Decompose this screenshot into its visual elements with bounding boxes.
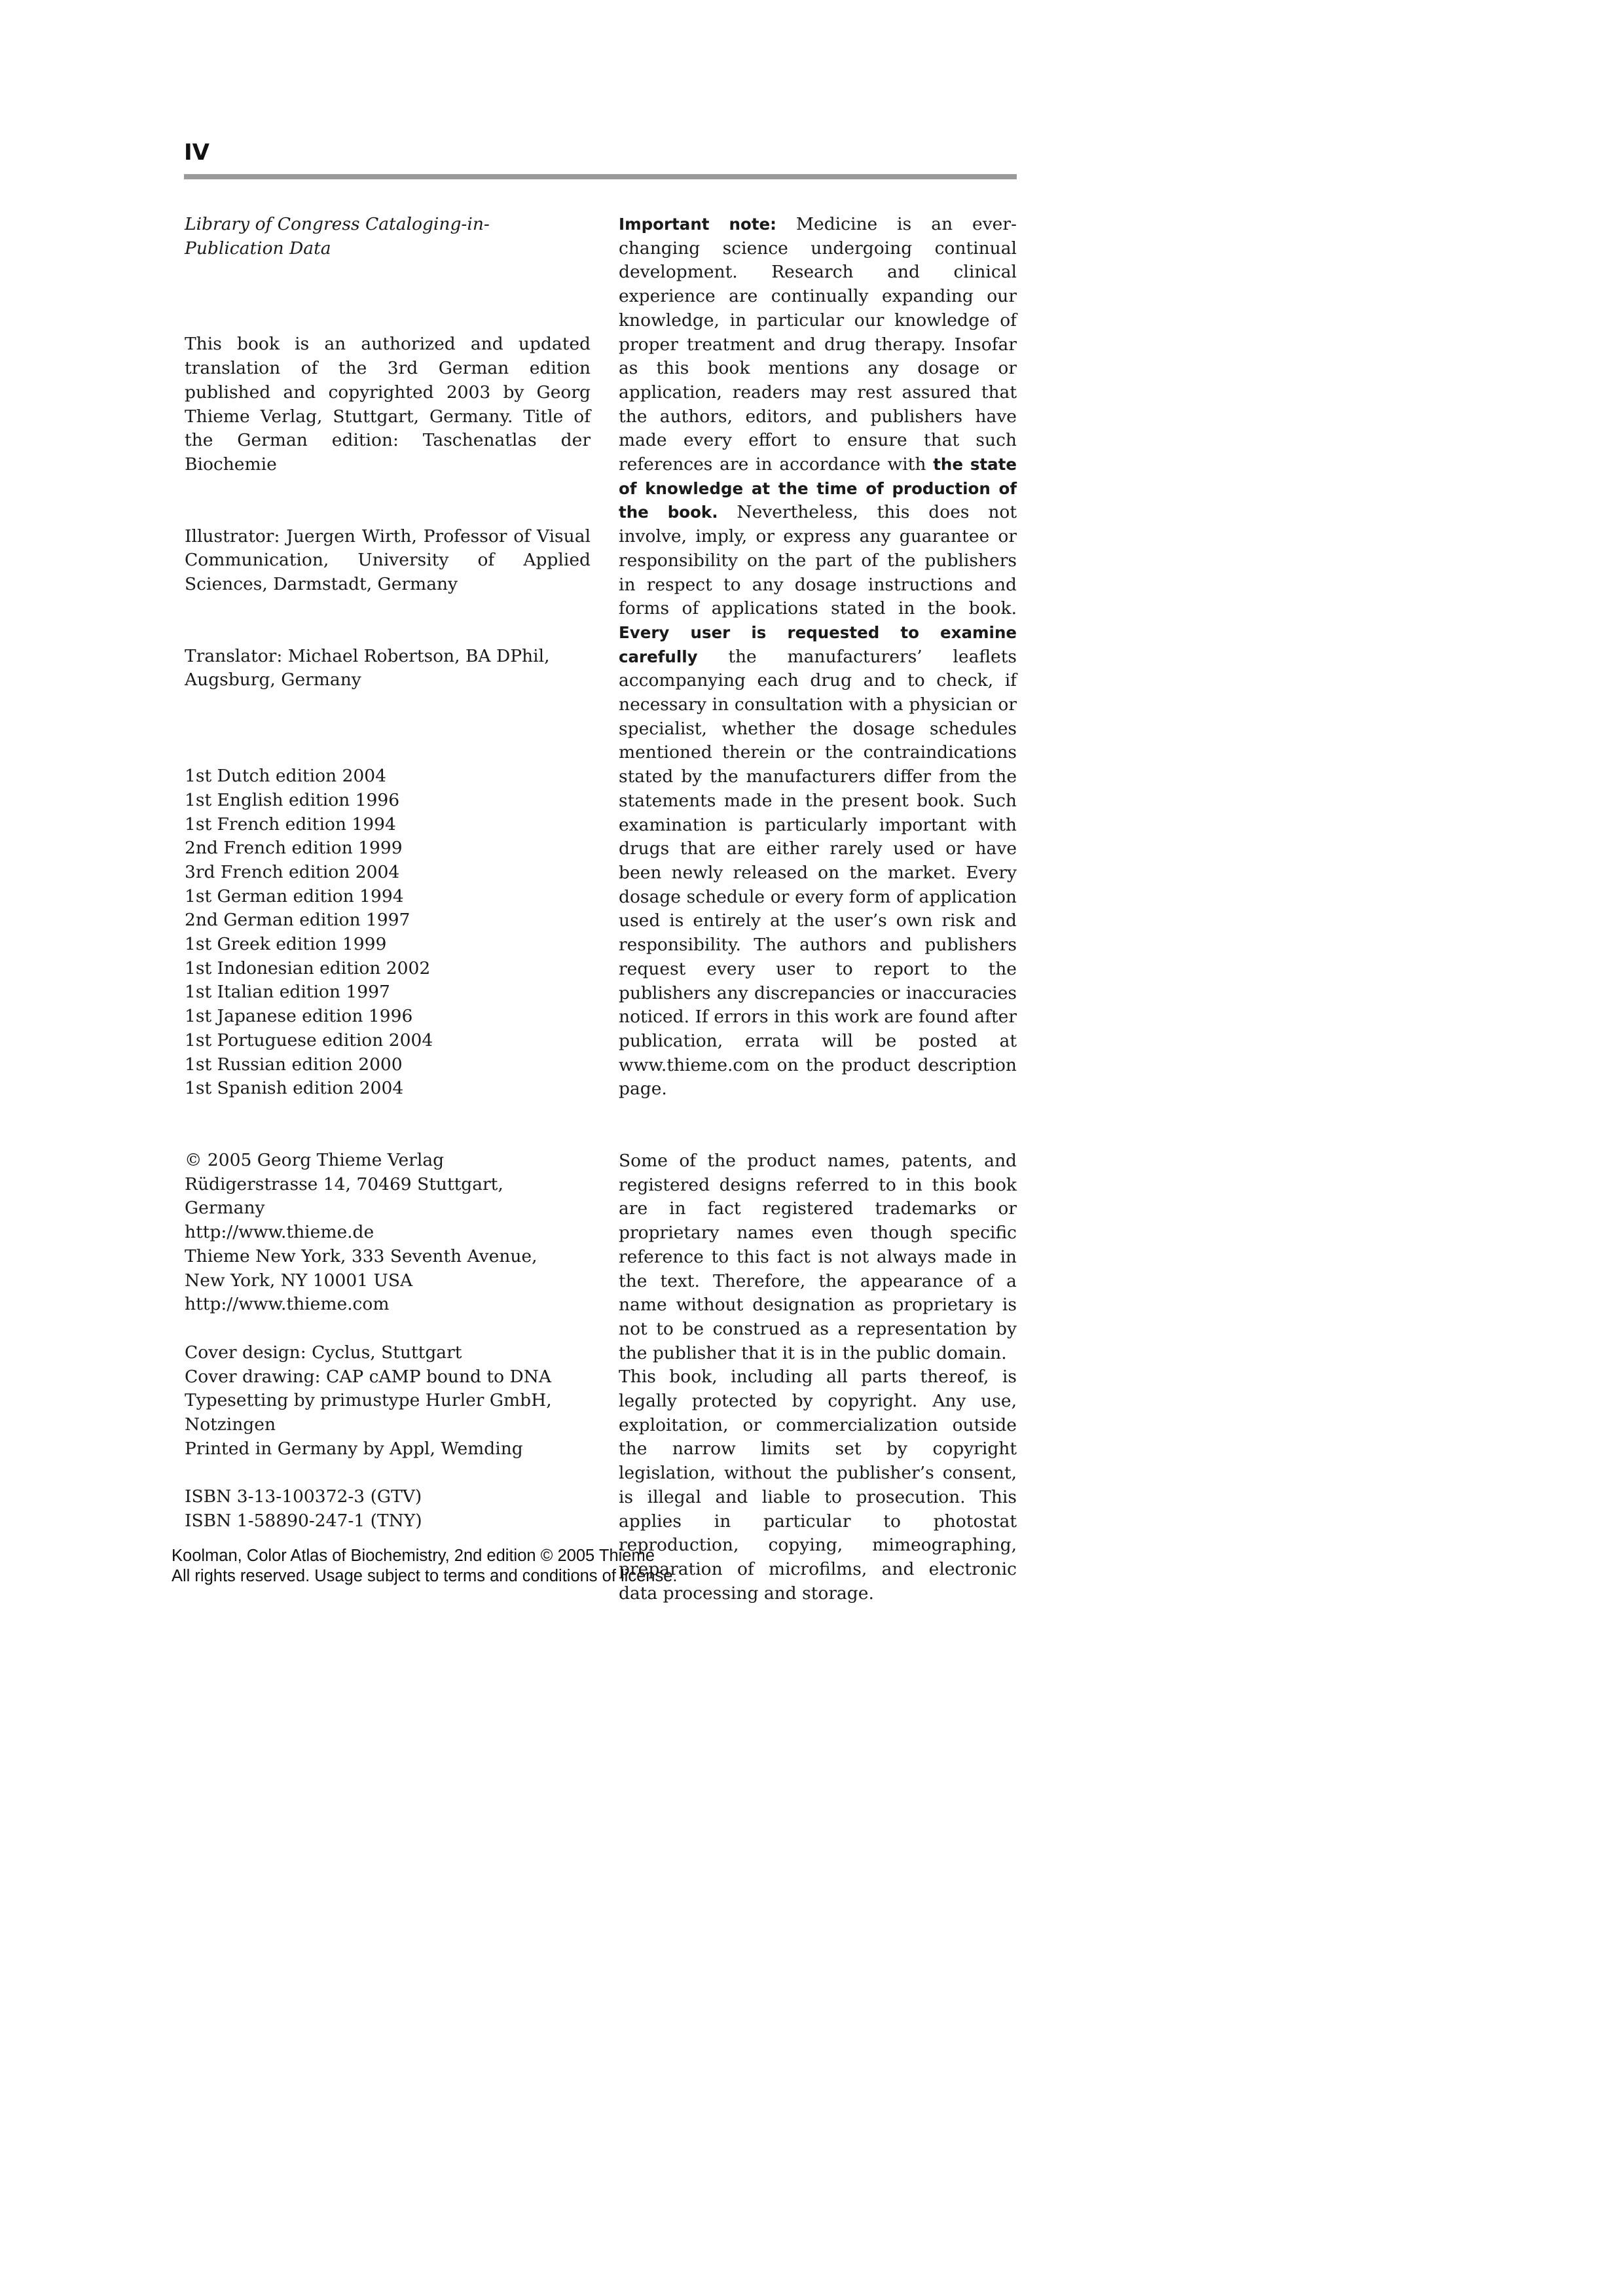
production-line: Cover design: Cyclus, Stuttgart <box>185 1342 462 1363</box>
license-footer <box>172 1546 677 1587</box>
page-number: IV <box>184 139 210 166</box>
cataloging-title <box>185 213 591 260</box>
edition-item: 3rd French edition 2004 <box>185 861 400 882</box>
copyright-note: This book, including all parts thereof, is legally protected by copyright. Any use, exploitation, or commercialization outside the narrow limits set by copyright legislation, without the publisher’s consent, is illegal and liable to prosecution. This applies in particular to photostat reproduction, copying, mimeographing, preparation of microfilms, and electronic data processing and storage. <box>619 1367 1017 1604</box>
footer-rights: All rights reserved. Usage subject to terms and conditions of license. <box>172 1567 678 1585</box>
left-column <box>185 213 591 1534</box>
trademark-note: Some of the product names, patents, and registered designs referred to in this book are in fact registered trademarks or proprietary names even though specific reference to this fact is not always made in the text. Therefore, the appearance of a name without designation as proprietary is not to be construed as a representation by the publisher that it is in the public domain. <box>619 1151 1017 1363</box>
edition-list <box>185 764 591 1101</box>
publisher-url: http://www.thieme.de <box>185 1222 374 1243</box>
important-note-text: Medicine is an ever-changing science undergoing continual development. Research and clinical experience are continually expanding our knowledge, in particular our knowledge of proper treatment and drug therapy. Insofar as this book mentions any dosage or application, readers may rest assured that the authors, editors, and publishers have made every effort to ensure that such references are in accordance with <box>619 214 1017 475</box>
isbn-block <box>185 1485 591 1533</box>
translator-credit: Translator: Michael Robertson, BA DPhil, Augsburg, Germany <box>185 645 550 691</box>
cataloging-title-line: Library of Congress Cataloging-in- <box>185 214 490 234</box>
isbn-line: ISBN 1-58890-247-1 (TNY) <box>185 1511 422 1532</box>
edition-item: 1st Dutch edition 2004 <box>185 766 386 787</box>
edition-item: 1st Greek edition 1999 <box>185 934 387 955</box>
footer-citation: Koolman, Color Atlas of Biochemistry, 2nd edition © 2005 Thieme <box>172 1547 655 1565</box>
publisher-line: Germany <box>185 1198 265 1219</box>
edition-item: 1st German edition 1994 <box>185 886 404 906</box>
production-line: Notzingen <box>185 1414 276 1435</box>
production-line: Typesetting by primustype Hurler GmbH, <box>185 1390 552 1411</box>
important-note-text: the manufacturers’ leaflets accompanying each drug and to check, if necessary in consultation with a physician or specialist, whether the dosage schedules mentioned therein or the contraindications stated by the manufacturers differ from the statements made in the present book. Such examination is particularly important with drugs that are either rarely used or have been newly released on the market. Every dosage schedule or every form of application used is entirely at the user’s own risk and responsibility. The authors and publishers request every user to report to the publishers any discrepancies or inaccuracies noticed. If errors in this work are found after publication, errata will be posted at www.thieme.com on the product description page. <box>619 646 1017 1100</box>
edition-item: 1st Japanese edition 1996 <box>185 1006 413 1027</box>
edition-item: 1st Russian edition 2000 <box>185 1054 403 1075</box>
publisher-url: http://www.thieme.com <box>185 1294 390 1315</box>
publisher-line: Rüdigerstrasse 14, 70469 Stuttgart, <box>185 1174 503 1194</box>
production-credits <box>185 1341 591 1462</box>
publisher-line: Thieme New York, 333 Seventh Avenue, <box>185 1246 538 1266</box>
important-note-text: Nevertheless, this does not involve, imply, or express any guarantee or responsibility on the part of the publishers in respect to any dosage instructions and forms of applications stated in the book. <box>619 502 1017 619</box>
cataloging-title-line: Publication Data <box>185 238 331 259</box>
edition-item: 2nd German edition 1997 <box>185 910 410 931</box>
header-rule <box>184 174 1017 179</box>
important-note-emphasis: Every user is requested to examine carefully <box>619 622 1017 666</box>
edition-item: 1st Indonesian edition 2002 <box>185 958 431 978</box>
publisher-address <box>185 1149 591 1317</box>
edition-item: 1st Portuguese edition 2004 <box>185 1030 433 1050</box>
publisher-line: New York, NY 10001 USA <box>185 1270 413 1291</box>
production-line: Cover drawing: CAP cAMP bound to DNA <box>185 1366 552 1387</box>
edition-item: 1st French edition 1994 <box>185 814 396 834</box>
publisher-line: © 2005 Georg Thieme Verlag <box>185 1149 445 1170</box>
edition-item: 1st Italian edition 1997 <box>185 982 390 1003</box>
important-note-emphasis: the state of knowledge at the time of production of the book. <box>619 455 1017 522</box>
important-note-label: Important note: <box>619 215 776 234</box>
edition-item: 1st Spanish edition 2004 <box>185 1078 404 1099</box>
isbn-line: ISBN 3-13-100372-3 (GTV) <box>185 1486 422 1507</box>
right-column <box>619 213 1017 1605</box>
important-note <box>619 213 1017 1102</box>
edition-item: 2nd French edition 1999 <box>185 838 403 859</box>
production-line: Printed in Germany by Appl, Wemding <box>185 1438 523 1459</box>
translation-note: This book is an authorized and updated translation of the 3rd German edition published and copyrighted 2003 by Georg Thieme Verlag, Stuttgart, Germany. Title of the German edition: Taschenatlas der Biochemie <box>185 334 591 475</box>
edition-item: 1st English edition 1996 <box>185 789 400 810</box>
illustrator-credit: Illustrator: Juergen Wirth, Professor of Visual Communication, University of Applied Sciences, Darmstadt, Germany <box>185 526 591 595</box>
